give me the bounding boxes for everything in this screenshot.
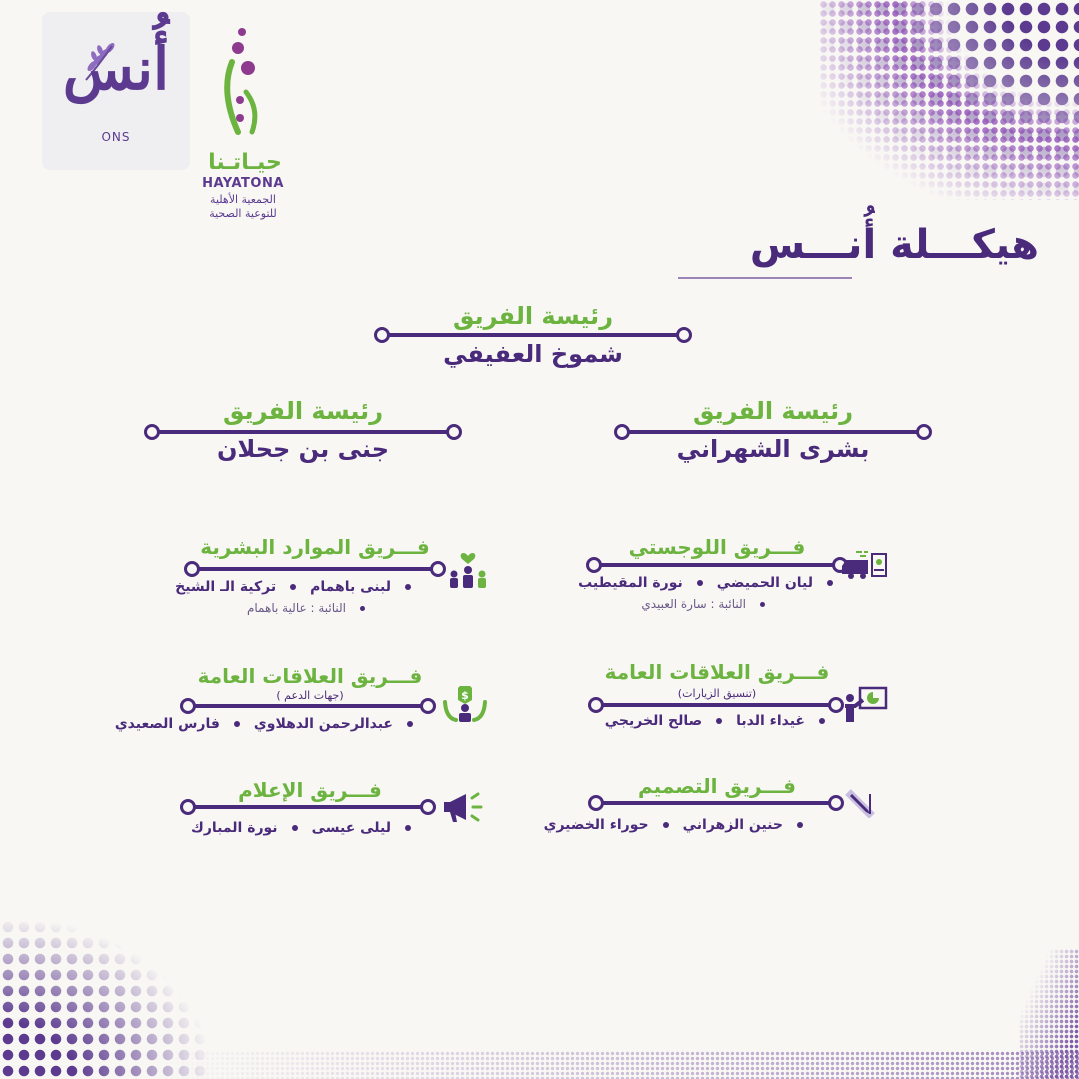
- top-leader-connector: [386, 333, 680, 337]
- hayatona-latin-name: HAYATONA: [202, 176, 284, 191]
- hr-team-connector: [196, 567, 434, 571]
- bullet: [407, 721, 413, 727]
- hayatona-figure-icon: [216, 22, 268, 142]
- hr-member-1: لبنى باهمام: [310, 579, 391, 595]
- media-member-2: نورة المبارك: [191, 820, 278, 836]
- design-member-1: حنين الزهراني: [682, 817, 783, 833]
- right-leader-name: بشرى الشهراني: [676, 435, 870, 463]
- pr-visits-team-title: فـــريق العلاقات العامة: [604, 660, 830, 684]
- hr-members: [175, 579, 425, 595]
- logistics-deputy: [641, 597, 779, 611]
- pr-visits-subtitle: (تنسيق الزيارات): [677, 687, 757, 700]
- top-leader-name: شموخ العفيفي: [443, 340, 623, 368]
- logistics-deputy-name: النائبة : سارة العبيدي: [641, 597, 746, 611]
- bullet: [819, 718, 825, 724]
- bullet: [663, 822, 669, 828]
- logistics-team-title: فـــريق اللوجستي: [628, 535, 806, 559]
- pencil-ruler-icon: [844, 788, 876, 818]
- left-leader-role: رئيسة الفريق: [222, 397, 384, 425]
- media-members: [191, 820, 425, 836]
- money-hands-icon: [442, 682, 488, 724]
- pr-support-member-2: فارس الصعيدي: [114, 716, 220, 732]
- bullet: [405, 825, 411, 831]
- bullet: [797, 822, 803, 828]
- design-members: [544, 817, 817, 833]
- hr-team-title: فـــريق الموارد البشرية: [200, 535, 430, 559]
- bullet: [405, 584, 411, 590]
- media-team-connector: [192, 805, 424, 809]
- bullet: [292, 825, 298, 831]
- pr-support-team-connector: [192, 704, 424, 708]
- bullet: [697, 580, 703, 586]
- ons-logo-latin: ONS: [101, 130, 131, 144]
- logistics-team-connector: [598, 563, 836, 567]
- right-leader-connector: [626, 430, 920, 434]
- pr-visits-team-connector: [600, 703, 832, 707]
- pr-visits-member-1: غيداء الدبا: [736, 713, 805, 729]
- bullet: [716, 718, 722, 724]
- hr-member-2: تركية الـ الشيخ: [175, 579, 277, 595]
- pr-visits-member-2: صالح الخريجي: [604, 713, 703, 729]
- design-team-connector: [600, 801, 832, 805]
- logistics-member-2: نورة المقيطيب: [578, 575, 683, 591]
- hayatona-tagline-1: الجمعية الأهلية: [210, 193, 276, 206]
- delivery-truck-icon: [842, 548, 890, 582]
- bullet: [360, 606, 365, 611]
- halftone-decoration-top-right-fine: [819, 0, 1079, 200]
- hr-deputy: [247, 601, 379, 615]
- svg-text:$: $: [461, 689, 469, 702]
- top-leader-role: رئيسة الفريق: [452, 302, 614, 330]
- pr-visits-members: [605, 713, 839, 729]
- design-team-title: فـــريق التصميم: [637, 774, 797, 798]
- pr-support-member-1: عبدالرحمن الدهلاوي: [253, 716, 393, 732]
- title-underline: [678, 277, 852, 279]
- media-team-title: فـــريق الإعلام: [238, 778, 382, 802]
- logistics-members: [578, 575, 847, 591]
- ons-logo: [42, 12, 190, 170]
- page-title: هيكـــلة أُنـــس: [749, 222, 1039, 268]
- bullet: [290, 584, 296, 590]
- ons-logo-script: أُنس: [62, 35, 170, 103]
- logistics-member-1: ليان الحميضي: [716, 575, 813, 591]
- pr-support-members: [115, 716, 427, 732]
- hayatona-arabic-name: حيـاتـنا: [208, 150, 282, 175]
- megaphone-icon: [440, 790, 484, 826]
- media-member-1: ليلى عيسى: [311, 820, 391, 836]
- pr-support-subtitle: ( جهات الدعم): [276, 689, 344, 702]
- bullet: [234, 721, 240, 727]
- hr-deputy-name: النائبة : عالية باهمام: [246, 601, 346, 615]
- people-heart-icon: [446, 546, 490, 590]
- bullet: [827, 580, 833, 586]
- pr-support-team-title: فـــريق العلاقات العامة: [197, 664, 423, 688]
- left-leader-name: جنى بن جحلان: [217, 435, 389, 463]
- left-leader-connector: [156, 430, 450, 434]
- right-leader-role: رئيسة الفريق: [692, 397, 854, 425]
- hayatona-tagline-2: للتوعية الصحية: [209, 207, 277, 220]
- bullet: [760, 602, 765, 607]
- design-member-2: حوراء الخضيري: [543, 817, 649, 833]
- halftone-decoration-bottom-strip: [160, 1051, 1079, 1079]
- presentation-board-icon: [840, 684, 890, 724]
